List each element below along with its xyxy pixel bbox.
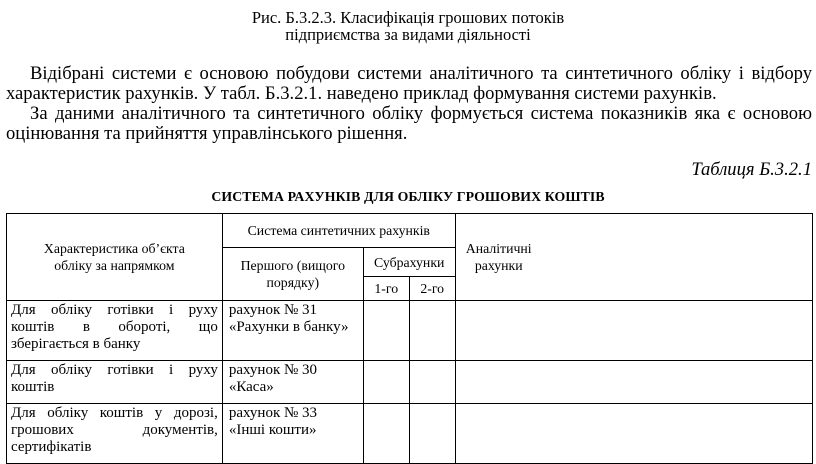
account-number: рахунок № 33 xyxy=(228,405,318,421)
header-characteristic: Характеристика об’єкта обліку за напрямком xyxy=(7,214,223,301)
paragraph-1: Відібрані системи є основою побудови системи аналітичного та синтетичного обліку і відбору характеристик рахунків. У табл. Б.3.2.1. наведено приклад формування системи рахунків. xyxy=(6,63,812,104)
row-label: Для обліку готівки і руху коштів в обороті, що зберігається в банку xyxy=(7,301,223,361)
sub2-cell xyxy=(409,361,455,404)
analytic-cell xyxy=(455,404,812,464)
analytic-cell xyxy=(455,361,812,404)
table-row xyxy=(7,404,813,464)
account-name: «Каса» xyxy=(228,379,274,395)
header-subaccounts: Субрахунки xyxy=(363,248,455,277)
table-row xyxy=(7,361,813,404)
table-title: СИСТЕМА РАХУНКІВ ДЛЯ ОБЛІКУ ГРОШОВИХ КОШТІВ xyxy=(211,189,605,204)
account-cell xyxy=(222,404,363,464)
header-analytic: Аналітичні рахунки xyxy=(455,214,812,301)
header-first-order: Першого (вищого порядку) xyxy=(222,248,363,301)
account-number: рахунок № 31 xyxy=(228,302,318,318)
row-label: Для обліку готівки і руху коштів xyxy=(7,361,223,404)
row-label: Для обліку коштів у дорозі, грошових документів, сертифікатів xyxy=(7,404,223,464)
analytic-cell xyxy=(455,301,812,361)
sub2-cell xyxy=(409,301,455,361)
paragraph-2: За даними аналітичного та синтетичного обліку формується система показників яка є основою оцінювання та прийняття управлінського рішення. xyxy=(6,103,812,144)
account-cell xyxy=(222,361,363,404)
account-number: рахунок № 30 xyxy=(228,362,318,378)
sub1-cell xyxy=(363,404,409,464)
header-sub2: 2-го xyxy=(409,277,455,301)
table-row xyxy=(7,301,813,361)
figure-caption-line1: Рис. Б.3.2.3. Класифікація грошових потоків xyxy=(251,8,565,27)
header-sub1: 1-го xyxy=(363,277,409,301)
account-name: «Рахунки в банку» xyxy=(228,319,349,335)
figure-caption-line2: підприємства за видами діяльності xyxy=(285,25,531,44)
body-text xyxy=(6,64,812,144)
header-synthetic: Система синтетичних рахунків xyxy=(222,214,455,248)
sub1-cell xyxy=(363,301,409,361)
account-name: «Інші кошти» xyxy=(228,422,317,438)
sub2-cell xyxy=(409,404,455,464)
account-cell xyxy=(222,301,363,361)
table-number: Таблиця Б.3.2.1 xyxy=(691,159,812,180)
accounts-table xyxy=(6,213,813,464)
sub1-cell xyxy=(363,361,409,404)
figure-caption xyxy=(0,9,816,43)
